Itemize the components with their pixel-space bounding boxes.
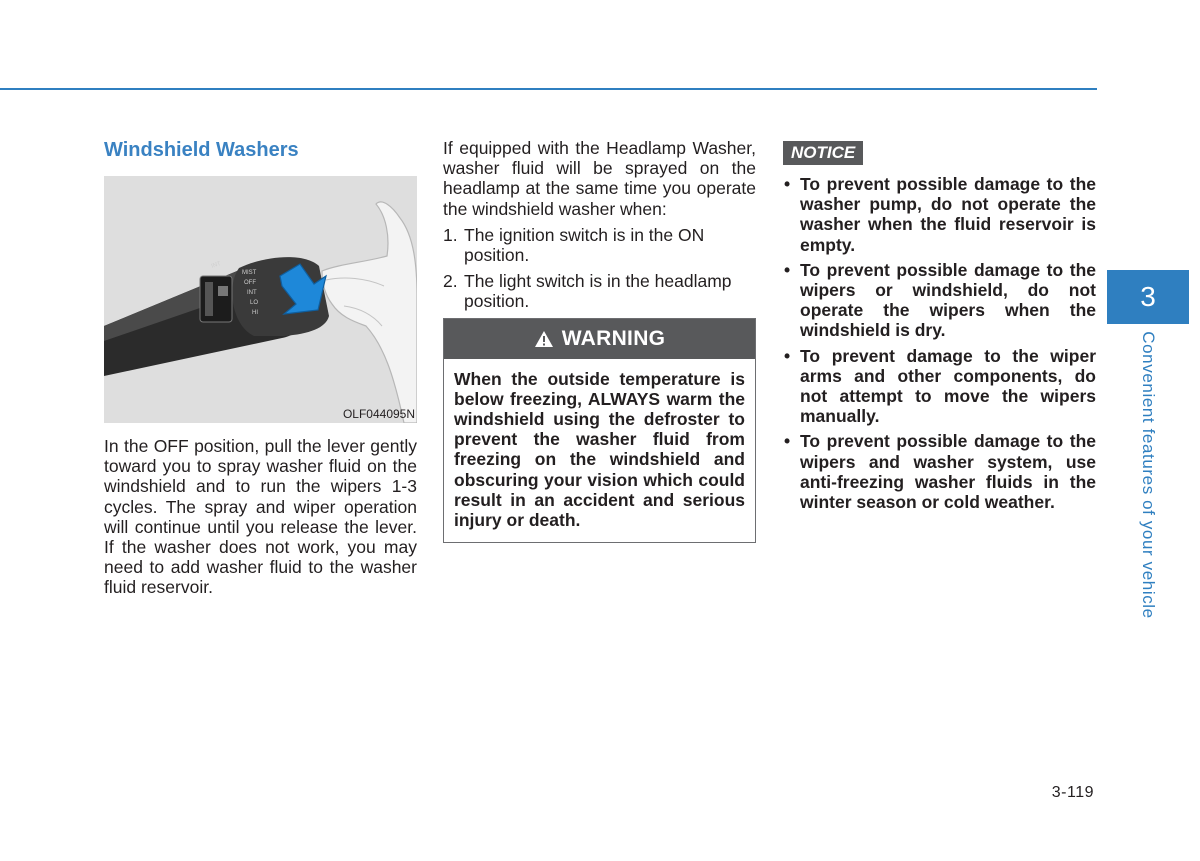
page-number: 3-119 (1051, 784, 1094, 801)
notice-label: NOTICE (783, 141, 863, 165)
notice-list (783, 174, 1096, 512)
chapter-number-tab: 3 (1107, 270, 1189, 324)
lever-label-mist: MIST (242, 270, 257, 276)
headlamp-washer-paragraph: If equipped with the Headlamp Washer, washer fluid will be sprayed on the headlamp at the same time you operate the windshield washer when: (443, 138, 756, 219)
list-item-text: The light switch is in the headlamp position. (464, 271, 732, 312)
warning-text: When the outside temperature is below freezing, ALWAYS warm the windshield using the defroster to prevent the washer fluid from freezing on the windshield and obscuring your vision which could result in an accident and serious injury or death. (454, 368, 745, 531)
warning-header (444, 319, 755, 359)
notice-item: • To prevent possible damage to the wipers or windshield, do not operate the wipers when the windshield is dry. (783, 260, 1096, 341)
intro-paragraph: In the OFF position, pull the lever gently toward you to spray washer fluid on the windshield and to run the wipers 1-3 cycles. The spray and wiper operation will continue until you release the lever. If the washer does not work, you may need to add washer fluid to the washer fluid reservoir. (104, 436, 417, 598)
warning-triangle-icon (534, 330, 554, 348)
lever-label-hi: HI (252, 310, 258, 316)
section-title: Windshield Washers (104, 139, 299, 161)
warning-box (443, 318, 756, 544)
list-item-text: The ignition switch is in the ON position. (464, 224, 705, 266)
warning-label: WARNING (561, 326, 666, 350)
top-rule (0, 88, 1097, 90)
chapter-title: Convenient features of your vehicle (1139, 331, 1158, 619)
column-left (104, 138, 417, 598)
list-item (443, 271, 756, 311)
lever-label-int: INT (247, 290, 257, 296)
column-right (783, 141, 1096, 517)
lever-label-off: OFF (244, 280, 256, 286)
list-item (443, 225, 756, 265)
condition-list (443, 225, 756, 312)
notice-item: • To prevent possible damage to the washer pump, do not operate the washer when the fluid reservoir is empty. (783, 174, 1096, 255)
column-middle (443, 138, 756, 543)
notice-item: • To prevent possible damage to the wipers and washer system, use anti-freezing washer fluids in the winter season or cold weather. (783, 431, 1096, 512)
notice-item: • To prevent damage to the wiper arms and other components, do not attempt to move the wipers manually. (783, 346, 1096, 427)
list-item-number: 1. (443, 224, 458, 245)
lever-label-int-top: INT (210, 260, 222, 270)
figure-caption: OLF044095N (342, 407, 415, 421)
lever-label-lo: LO (250, 300, 259, 306)
list-item-number: 2. (443, 271, 458, 292)
lever-and-hand-drawing (104, 176, 417, 423)
wiper-lever-illustration (104, 176, 417, 423)
